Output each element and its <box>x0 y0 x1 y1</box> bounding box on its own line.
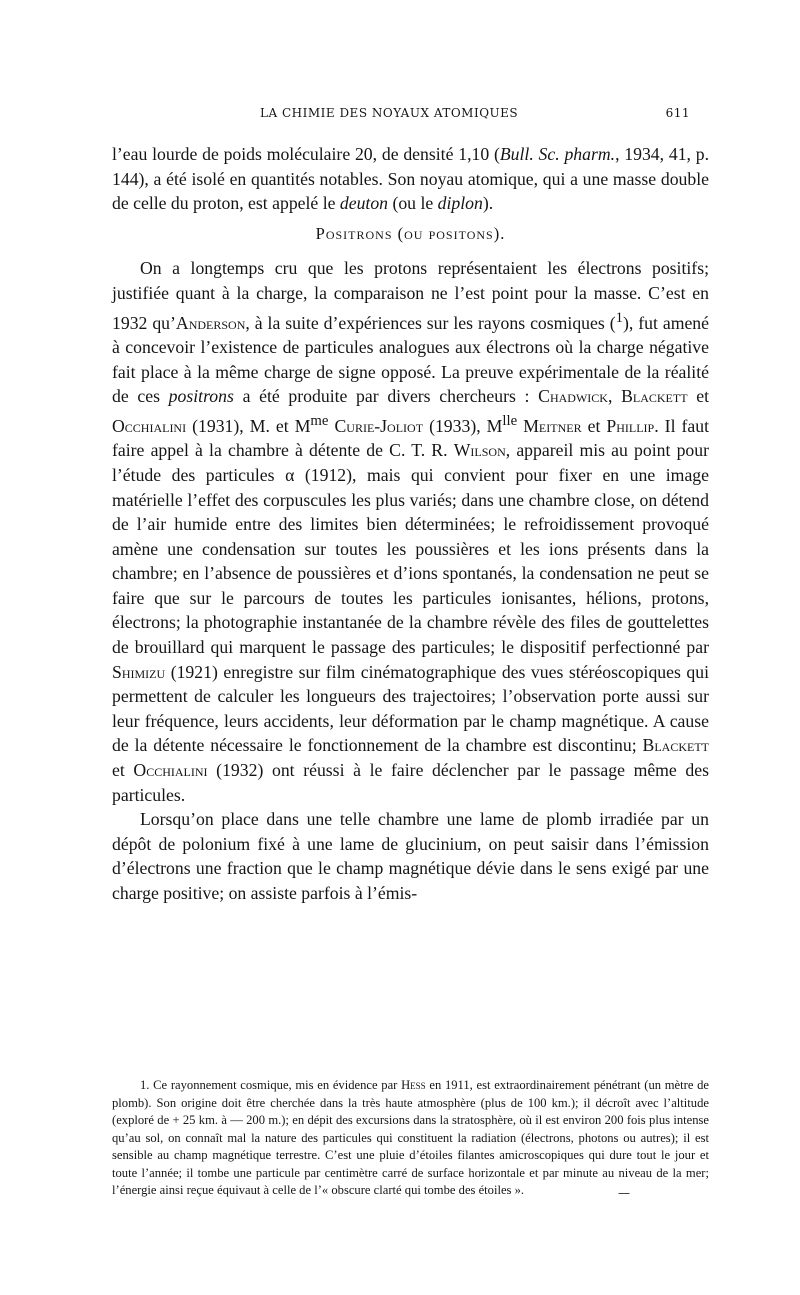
text-run: (ou le <box>388 193 438 214</box>
running-title: LA CHIMIE DES NOYAUX ATOMIQUES <box>260 106 519 120</box>
text-run: (1933), M <box>423 415 503 436</box>
author-name: Chadwick <box>538 386 608 407</box>
author-name: Shimizu <box>112 661 166 682</box>
text-run: , 1934, 41, p. 144), a été isolé en quantités notables. Son noyau atomique, qui a une masse double de celle du proton, est appelé le <box>112 144 710 214</box>
journal-citation: Bull. Sc. pharm. <box>499 144 616 164</box>
text-run: en 1911, est extraordinairement pénétrant (un mètre de plomb). Son origine doit être cherchée dans la très haute atmosphère (plus de 100 km.); il décroît avec l’altitude (exploré de + 25 km. à — 200 m.); en dépit des excursions dans la stratosphère, où il est environ 200 fois plus intense qu’au sol, on connaît mal la nature des particules qui constituent la radiation (électrons, photons ou autres); il est sensible au champ magnétique terrestre. C’est une pluie d’étoiles filantes amicroscopiques qui dure tout le jour et toute l’année; il tombe une particule par centimètre carré de surface horizontale et par minute au niveau de la mer; l’énergie ainsi reçue équivaut à celle de l’« obscure clarté qui tombe des étoiles ». <box>112 1078 709 1197</box>
text-run: On a longtemps cru que les protons représentaient les électrons positifs; justifiée quant à la charge, la comparaison ne l’est point pour la masse. C’est en 1932 qu’ <box>112 258 709 333</box>
author-name: Occhialini <box>133 760 208 781</box>
page-number: 611 <box>665 106 690 120</box>
author-name: Anderson <box>175 312 246 333</box>
text-run: ). <box>482 193 494 214</box>
text-run: ), fut amené à concevoir l’existence de particules analogues aux électrons où la charge négative fait place à la même charge de signe opposé. La preuve expérimentale de la réalité de ces <box>112 312 710 407</box>
text-run: et <box>581 415 607 436</box>
text-run: (1931), M. et M <box>186 415 311 436</box>
paragraph-positrons <box>112 256 709 807</box>
footnote-text <box>112 1077 709 1200</box>
footnote-reference: 1 <box>615 309 623 326</box>
author-name: Wilson <box>453 440 506 461</box>
author-name: Meitner <box>523 415 582 436</box>
author-name: Hess <box>401 1078 426 1092</box>
title-superscript: lle <box>502 412 518 429</box>
text-run: et <box>112 760 134 781</box>
term-deuton: deuton <box>339 193 389 214</box>
text-run: a été produite par divers chercheurs : <box>233 386 539 407</box>
section-heading: Positrons (ou positons). <box>315 223 506 243</box>
text-run: , <box>607 386 622 407</box>
text-run: (1932) ont réussi à le faire déclencher par le passage même des particules. <box>112 760 710 805</box>
author-name: Curie-Joliot <box>334 415 424 436</box>
text-run: l’eau lourde de poids moléculaire 20, de densité 1,10 ( <box>112 144 500 164</box>
term-positrons: positrons <box>168 386 234 407</box>
author-name: Occhialini <box>112 415 187 436</box>
paragraph-emission: Lorsqu’on place dans une telle chambre une lame de plomb irradiée par un dépôt de polonium fixé à une lame de glucinium, on peut saisir dans l’émission d’électrons une fraction que le champ magnétique dévie dans le sens exigé par une charge positive; on assiste parfois à l’émis- <box>112 809 709 903</box>
footnote <box>112 1077 709 1200</box>
text-run: (1921) enregistre sur film cinématographique des vues stéréoscopiques qui permettent de calculer les longueurs des trajectoires; l’observation porte aussi sur leur fréquence, leurs accidents, leur déformation par le champ magnétique. A cause de la détente nécessaire le fonctionnement de la chambre est discontinu; <box>112 661 709 756</box>
text-run: . Il faut faire appel à la chambre à détente de C. T. R. <box>112 415 710 461</box>
author-name: Blackett <box>621 386 688 407</box>
text-run: , à la suite d’expériences sur les rayons cosmiques ( <box>245 312 616 333</box>
author-name: Phillip <box>606 415 655 436</box>
text-run: 1. Ce rayonnement cosmique, mis en évidence par <box>140 1078 402 1092</box>
text-run: , appareil mis au point pour l’étude des particules α (1912), mais qui convient pour fixer en une image matérielle l’effet des corpuscules les plus variés; dans une chambre close, on détend de l’air humide entre des limites bien déterminées; le refroidissement provoqué amène une condensation sur toutes les poussières et les ions présents dans la chambre; en l’absence de poussières et d’ions spontanés, la condensation ne peut se faire que sur le parcours de toutes les particules ionisantes, hélions, protons, électrons; la photographie instantanée de la chambre révèle des files de gouttelettes de brouillard qui marquent le passage des particules; le dispositif perfectionné par <box>112 440 709 658</box>
body-text <box>112 142 709 906</box>
text-run: et <box>687 386 710 407</box>
signature-mark: — <box>618 1186 630 1200</box>
paragraph-continuation <box>112 142 709 216</box>
author-name: Blackett <box>642 735 709 756</box>
term-diplon: diplon <box>437 193 483 214</box>
title-superscript: me <box>310 412 329 429</box>
